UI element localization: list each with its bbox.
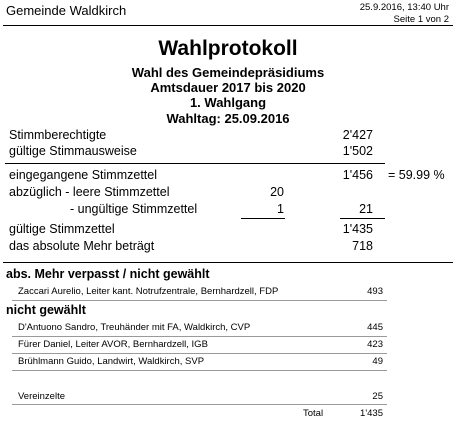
page-indicator: Seite 1 von 2 [393, 14, 449, 25]
candidate-votes: 493 [367, 286, 383, 297]
election-name: Wahl des Gemeindepräsidiums [131, 65, 325, 80]
valid-ballots-label: gültige Stimmzettel [9, 222, 115, 236]
candidate-name: D'Antuono Sandro, Treuhänder mit FA, Waldkirch, CVP [18, 322, 251, 333]
absolute-majority-label: das absolute Mehr beträgt [9, 239, 155, 253]
turnout-value: = 59.99 % [388, 168, 445, 182]
valid-ballots-value: 1'435 [342, 222, 373, 236]
deducted-total-value: 21 [359, 202, 373, 216]
candidate-votes: 445 [367, 322, 383, 333]
empty-ballots-value: 20 [270, 185, 284, 199]
scattered-votes-label: Vereinzelte [18, 391, 66, 402]
stats-divider-1 [5, 163, 385, 164]
candidate-name: Zaccari Aurelio, Leiter kant. Notrufzentrale, Bernhardzell, FDP [18, 286, 279, 297]
total-value: 1'435 [360, 408, 383, 419]
valid-ids-label: gültige Stimmausweise [9, 144, 137, 158]
candidate-name: Fürer Daniel, Leiter AVOR, Bernhardzell, IGB [18, 339, 208, 350]
received-ballots-label: eingegangene Stimmzettel [9, 168, 158, 182]
row-divider [12, 336, 387, 337]
candidate-votes: 423 [367, 339, 383, 350]
row-divider [12, 370, 387, 371]
total-divider [12, 404, 387, 405]
valid-ids-value: 1'502 [342, 144, 373, 158]
candidate-votes: 49 [372, 356, 383, 367]
eligible-voters-label: Stimmberechtigte [9, 128, 107, 142]
print-timestamp: 25.9.2016, 13:40 Uhr [359, 2, 449, 13]
row-divider [12, 353, 387, 354]
scattered-votes-value: 25 [372, 391, 383, 402]
row-divider [12, 300, 387, 301]
section-heading-missed-majority: abs. Mehr verpasst / nicht gewählt [6, 267, 210, 281]
empty-ballots-label: abzüglich - leere Stimmzettel [9, 185, 170, 199]
invalid-ballots-value: 1 [277, 202, 284, 216]
total-label: Total [303, 408, 324, 419]
deduction-underline [241, 218, 285, 219]
deduction-total-underline [340, 218, 385, 219]
municipality-name: Gemeinde Waldkirch [6, 3, 127, 18]
header-divider [3, 25, 453, 26]
ballot-round: 1. Wahlgang [189, 95, 267, 110]
section-heading-not-elected: nicht gewählt [6, 303, 86, 317]
document-title: Wahlprotokoll [158, 37, 298, 60]
term-of-office: Amtsdauer 2017 bis 2020 [150, 80, 306, 95]
received-ballots-value: 1'456 [342, 168, 373, 182]
results-divider [3, 262, 453, 263]
eligible-voters-value: 2'427 [342, 128, 373, 142]
election-date: Wahltag: 25.09.2016 [166, 111, 290, 126]
invalid-ballots-label: - ungültige Stimmzettel [70, 202, 198, 216]
candidate-name: Brühlmann Guido, Landwirt, Waldkirch, SVP [18, 356, 205, 367]
absolute-majority-value: 718 [352, 239, 373, 253]
